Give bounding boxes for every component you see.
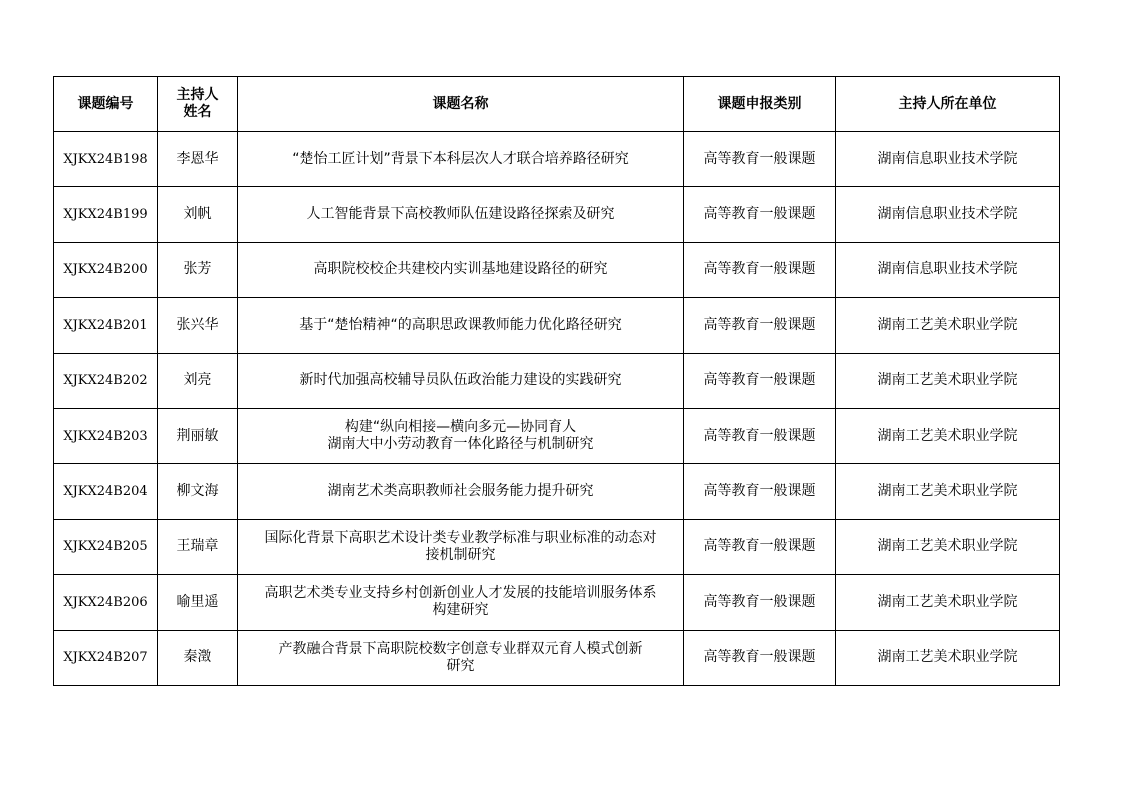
cell-host-name: 张兴华 (158, 298, 238, 353)
cell-host-name: 刘亮 (158, 353, 238, 408)
cell-host-name: 喻里遥 (158, 575, 238, 630)
cell-project-title-line: 湖南艺术类高职教师社会服务能力提升研究 (327, 483, 594, 500)
cell-project-type: 高等教育一般课题 (684, 464, 836, 519)
table-row (54, 187, 1060, 242)
cell-project-id: XJKX24B202 (54, 353, 158, 408)
table-header-row (54, 77, 1060, 132)
cell-project-type: 高等教育一般课题 (684, 353, 836, 408)
cell-host-unit: 湖南工艺美术职业学院 (836, 464, 1060, 519)
header-project-type: 课题申报类别 (684, 77, 836, 132)
cell-project-type: 高等教育一般课题 (684, 187, 836, 242)
cell-host-unit: 湖南信息职业技术学院 (836, 242, 1060, 297)
cell-project-type: 高等教育一般课题 (684, 575, 836, 630)
cell-project-title-line: 构建“纵向相接—横向多元—协同育人 (344, 419, 577, 436)
header-host-name (158, 77, 238, 132)
cell-host-unit: 湖南工艺美术职业学院 (836, 519, 1060, 574)
cell-project-id: XJKX24B207 (54, 630, 158, 685)
table-row (54, 519, 1060, 574)
header-host-line2: 姓名 (183, 104, 212, 120)
cell-project-title-line: 构建研究 (432, 602, 489, 619)
table-row (54, 408, 1060, 463)
cell-project-title-line: 高职院校校企共建校内实训基地建设路径的研究 (313, 261, 608, 278)
cell-project-type: 高等教育一般课题 (684, 132, 836, 187)
cell-project-type: 高等教育一般课题 (684, 519, 836, 574)
cell-project-type: 高等教育一般课题 (684, 630, 836, 685)
cell-project-id: XJKX24B206 (54, 575, 158, 630)
cell-project-id: XJKX24B203 (54, 408, 158, 463)
cell-project-id: XJKX24B204 (54, 464, 158, 519)
cell-project-type: 高等教育一般课题 (684, 298, 836, 353)
cell-host-name: 刘帆 (158, 187, 238, 242)
table-row (54, 132, 1060, 187)
cell-project-type: 高等教育一般课题 (684, 242, 836, 297)
cell-project-title-line: 高职艺术类专业支持乡村创新创业人才发展的技能培训服务体系 (264, 585, 657, 602)
cell-project-title-line: “楚怡工匠计划”背景下本科层次人才联合培养路径研究 (292, 150, 629, 167)
cell-host-name: 柳文海 (158, 464, 238, 519)
cell-host-name: 秦澂 (158, 630, 238, 685)
cell-project-title (238, 132, 684, 187)
header-project-title: 课题名称 (238, 77, 684, 132)
cell-project-title-line: 湖南大中小劳动教育一体化路径与机制研究 (327, 436, 594, 453)
cell-project-title-line: 接机制研究 (425, 546, 496, 563)
cell-project-title (238, 353, 684, 408)
header-host-line1: 主持人 (176, 87, 219, 103)
cell-host-name: 荆丽敏 (158, 408, 238, 463)
cell-host-unit: 湖南工艺美术职业学院 (836, 575, 1060, 630)
cell-project-id: XJKX24B201 (54, 298, 158, 353)
cell-project-title-line: 基于“楚怡精神“的高职思政课教师能力优化路径研究 (299, 316, 622, 333)
cell-host-unit: 湖南工艺美术职业学院 (836, 298, 1060, 353)
cell-host-unit: 湖南工艺美术职业学院 (836, 630, 1060, 685)
project-table (53, 76, 1060, 686)
cell-host-unit: 湖南工艺美术职业学院 (836, 353, 1060, 408)
cell-project-title (238, 519, 684, 574)
cell-project-title-line: 人工智能背景下高校教师队伍建设路径探索及研究 (306, 206, 615, 223)
cell-host-unit: 湖南信息职业技术学院 (836, 187, 1060, 242)
cell-project-id: XJKX24B198 (54, 132, 158, 187)
cell-project-title (238, 298, 684, 353)
cell-project-title-line: 产教融合背景下高职院校数字创意专业群双元育人模式创新 (278, 640, 643, 657)
cell-host-name: 王瑞章 (158, 519, 238, 574)
cell-project-id: XJKX24B199 (54, 187, 158, 242)
cell-host-unit: 湖南信息职业技术学院 (836, 132, 1060, 187)
cell-host-name: 张芳 (158, 242, 238, 297)
cell-project-title-line: 研究 (446, 657, 475, 674)
cell-project-title-line: 新时代加强高校辅导员队伍政治能力建设的实践研究 (299, 372, 622, 389)
table-row (54, 242, 1060, 297)
cell-host-name: 李恩华 (158, 132, 238, 187)
table-body (54, 132, 1060, 686)
cell-project-title (238, 242, 684, 297)
table-row (54, 575, 1060, 630)
cell-project-title (238, 464, 684, 519)
project-table-container (53, 76, 1060, 686)
cell-project-title-line: 国际化背景下高职艺术设计类专业教学标准与职业标准的动态对 (264, 529, 657, 546)
table-row (54, 630, 1060, 685)
header-project-id: 课题编号 (54, 77, 158, 132)
cell-project-title (238, 408, 684, 463)
cell-host-unit: 湖南工艺美术职业学院 (836, 408, 1060, 463)
cell-project-type: 高等教育一般课题 (684, 408, 836, 463)
cell-project-id: XJKX24B205 (54, 519, 158, 574)
table-row (54, 464, 1060, 519)
cell-project-title (238, 187, 684, 242)
cell-project-id: XJKX24B200 (54, 242, 158, 297)
table-row (54, 298, 1060, 353)
cell-project-title (238, 575, 684, 630)
header-host-unit: 主持人所在单位 (836, 77, 1060, 132)
table-row (54, 353, 1060, 408)
cell-project-title (238, 630, 684, 685)
